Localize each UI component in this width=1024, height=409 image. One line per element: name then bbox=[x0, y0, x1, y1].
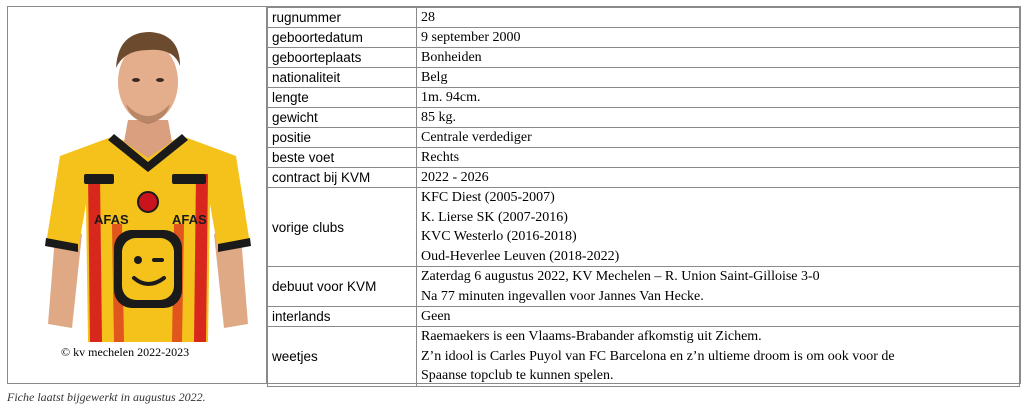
shirt-stripe bbox=[88, 174, 102, 342]
row-value: Bonheiden bbox=[417, 48, 1020, 68]
table-row bbox=[268, 307, 1020, 327]
table-row bbox=[268, 108, 1020, 128]
row-value: Centrale verdediger bbox=[417, 128, 1020, 148]
sponsor-logo-left bbox=[84, 174, 114, 184]
row-key: geboorteplaats bbox=[268, 48, 417, 68]
photo-caption: © kv mechelen 2022-2023 bbox=[61, 345, 190, 359]
row-key: lengte bbox=[268, 88, 417, 108]
row-value: Belg bbox=[417, 68, 1020, 88]
debut-line: Zaterdag 6 augustus 2022, KV Mechelen – R. Union Saint-Gilloise 3-0 bbox=[421, 269, 820, 284]
row-value-clubs bbox=[417, 188, 1020, 267]
sponsor-logo-right bbox=[172, 174, 206, 184]
table-row bbox=[268, 148, 1020, 168]
row-value: 2022 - 2026 bbox=[417, 168, 1020, 188]
club-line: KVC Westerlo (2016-2018) bbox=[421, 229, 577, 244]
shirt-stripe bbox=[194, 174, 208, 342]
player-photo bbox=[42, 24, 254, 342]
row-key: geboortedatum bbox=[268, 28, 417, 48]
row-value: 28 bbox=[417, 8, 1020, 28]
eye bbox=[156, 78, 164, 82]
row-value-facts bbox=[417, 327, 1020, 387]
table-row bbox=[268, 68, 1020, 88]
row-value: Rechts bbox=[417, 148, 1020, 168]
footnote: Fiche laatst bijgewerkt in augustus 2022. bbox=[7, 390, 206, 404]
player-info-table bbox=[267, 7, 1020, 387]
face-eye bbox=[134, 256, 142, 264]
row-value: 1m. 94cm. bbox=[417, 88, 1020, 108]
club-line: K. Lierse SK (2007-2016) bbox=[421, 209, 568, 225]
row-key: interlands bbox=[268, 307, 417, 327]
row-value: 9 september 2000 bbox=[417, 28, 1020, 48]
row-key: nationaliteit bbox=[268, 68, 417, 88]
row-key: debuut voor KVM bbox=[268, 267, 417, 307]
table-row bbox=[268, 128, 1020, 148]
club-line: KFC Diest (2005-2007) bbox=[421, 190, 555, 205]
row-key: vorige clubs bbox=[268, 188, 417, 267]
row-key: weetjes bbox=[268, 327, 417, 387]
table-row bbox=[268, 28, 1020, 48]
row-key: positie bbox=[268, 128, 417, 148]
row-value: Geen bbox=[417, 307, 1020, 327]
club-line: Oud-Heverlee Leuven (2018-2022) bbox=[421, 248, 620, 264]
fact-line: Spaanse topclub te kunnen spelen. bbox=[421, 368, 614, 383]
eye bbox=[132, 78, 140, 82]
player-card bbox=[7, 6, 1021, 384]
sponsor-face-inner bbox=[122, 238, 174, 300]
row-value: 85 kg. bbox=[417, 108, 1020, 128]
debut-line: Na 77 minuten ingevallen voor Jannes Van Hecke. bbox=[421, 288, 704, 304]
table-row-debut bbox=[268, 267, 1020, 307]
row-key: gewicht bbox=[268, 108, 417, 128]
afas-right: AFAS bbox=[172, 212, 207, 227]
table-row-clubs bbox=[268, 188, 1020, 267]
table-row bbox=[268, 8, 1020, 28]
row-key: rugnummer bbox=[268, 8, 417, 28]
club-crest-icon bbox=[138, 192, 158, 212]
row-value-debut bbox=[417, 267, 1020, 307]
fact-line: Z’n idool is Carles Puyol van FC Barcelona en z’n ultieme droom is om ook voor de bbox=[421, 348, 895, 364]
table-row-facts bbox=[268, 327, 1020, 387]
afas-left: AFAS bbox=[94, 212, 129, 227]
table-row bbox=[268, 88, 1020, 108]
row-key: contract bij KVM bbox=[268, 168, 417, 188]
face-wink bbox=[152, 258, 164, 262]
fact-line: Raemaekers is een Vlaams-Brabander afkomstig uit Zichem. bbox=[421, 329, 762, 344]
row-key: beste voet bbox=[268, 148, 417, 168]
table-row bbox=[268, 48, 1020, 68]
table-row bbox=[268, 168, 1020, 188]
photo-column bbox=[8, 7, 267, 383]
